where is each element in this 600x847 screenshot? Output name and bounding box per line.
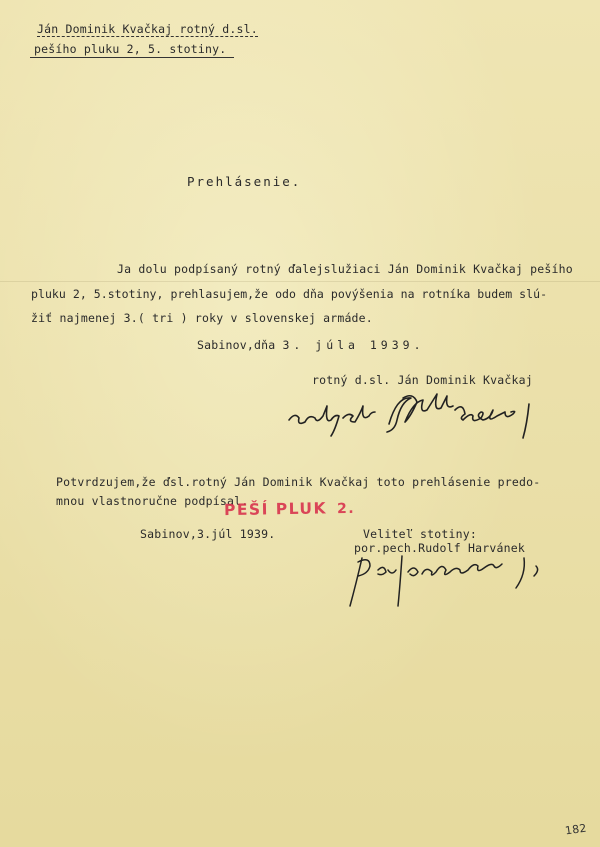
header-name-line: Ján Dominik Kvačkaj rotný d.sl. xyxy=(37,22,258,36)
body-place-date xyxy=(197,338,425,352)
commander-title: Veliteľ stotiny: xyxy=(363,527,477,541)
document-title: Prehlásenie. xyxy=(187,174,302,189)
page-number-handwritten: 182 xyxy=(564,821,588,838)
header-unit-line: pešího pluku 2, 5. stotiny. xyxy=(30,42,234,58)
place-date-value: 3. júla 1939. xyxy=(282,338,425,352)
handwritten-signature-kvackaj xyxy=(285,390,555,445)
footer-place-date: Sabinov,3.júl 1939. xyxy=(140,527,276,541)
signatory-typed-name: rotný d.sl. Ján Dominik Kvačkaj xyxy=(312,373,533,387)
place-date-prefix: Sabinov,dňa xyxy=(197,338,276,352)
confirmation-line-2: mnou vlastnoručne podpísal. xyxy=(56,494,249,508)
commander-name: por.pech.Rudolf Harvánek xyxy=(354,541,525,555)
handwritten-signature-harvanek xyxy=(348,550,548,610)
body-line-3: žiť najmenej 3.( tri ) roky v slovenskej armáde. xyxy=(31,311,373,325)
stamp-text: PEŠÍ PLUK xyxy=(223,499,328,520)
confirmation-line-1: Potvrdzujem,že ďsl.rotný Ján Dominik Kvačkaj toto prehlásenie predo- xyxy=(56,475,541,489)
body-line-2: pluku 2, 5.stotiny, prehlasujem,že odo dňa povýšenia na rotníka budem slú- xyxy=(31,287,548,301)
stamp-number: 2. xyxy=(336,500,356,518)
paper-fold xyxy=(0,281,600,282)
body-line-1: Ja dolu podpísaný rotný ďalejslužiaci Ján Dominik Kvačkaj pešího xyxy=(117,262,573,276)
regiment-stamp xyxy=(224,499,355,519)
